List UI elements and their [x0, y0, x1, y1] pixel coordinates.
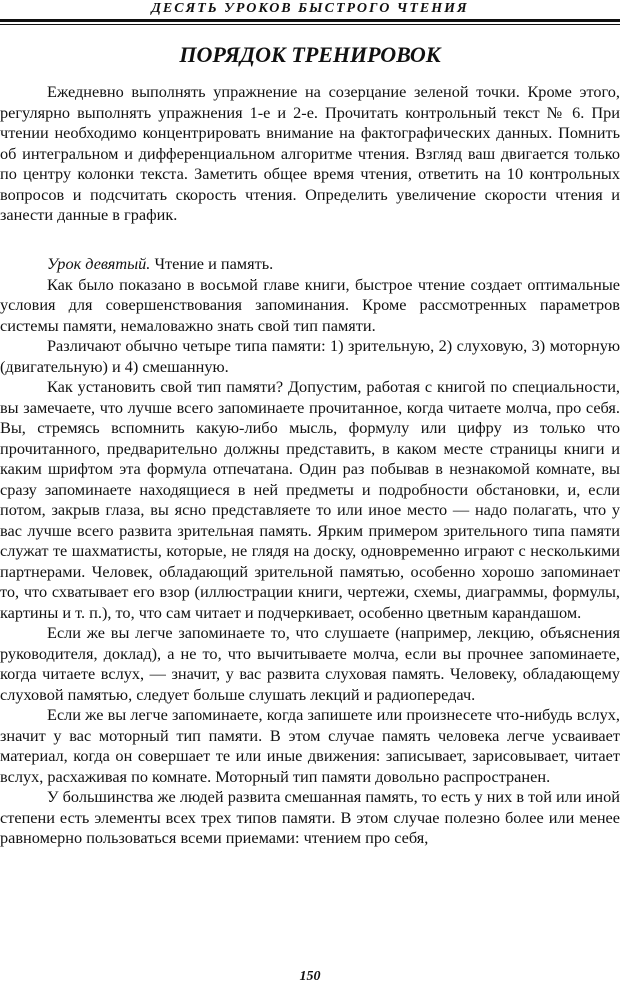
blank-line [0, 226, 620, 247]
header-rule-thin [0, 24, 620, 25]
header-rule-thick [0, 19, 620, 22]
lesson-label: Урок девятый. [47, 254, 151, 273]
page-body [0, 82, 620, 849]
paragraph-visual-memory: Как установить свой тип памяти? Допустим, работая с книгой по специальности, вы замечаете, что лучше всего запоминаете прочитанное, когда читаете молча, про себя. Вы, стремясь вспомнить какую-либо мысль, формулу или цифру из только что прочитанного, предварительно должны представить, в каком месте страницы книги и каким шрифтом эта формула отпечатана. Один раз побывав в незнакомой комнате, вы сразу запоминаете находящиеся в ней предметы и подробности обстановки, и, если потом, закрыв глаза, вы ясно представляете то или иное место — надо полагать, что у вас лучше всего развита зрительная память. Ярким примером зрительного типа памяти служат те шахматисты, которые, не глядя на доску, одновременно играют с несколькими партнерами. Человек, обладающий зрительной памятью, особенно хорошо запоминает то, что схватывает его взор (иллюстрации книги, чертежи, схемы, диаграммы, формулы, картины и т. п.), то, что сам читает и подчеркивает, особенно цветным карандашом. [0, 377, 620, 622]
running-head: ДЕСЯТЬ УРОКОВ БЫСТРОГО ЧТЕНИЯ [151, 1, 469, 16]
paragraph-motor-memory: Если же вы легче запоминаете, когда запишете или произнесете что-нибудь вслух, значит у вас моторный тип памяти. В этом случае память человека легче усваивает материал, когда он совершает те или иные движения: записывает, зарисовывает, читает вслух, расхаживая по комнате. Моторный тип памяти довольно распространен. [0, 705, 620, 786]
page-number: 150 [299, 969, 321, 984]
section-title: ПОРЯДОК ТРЕНИРОВОК [179, 42, 441, 67]
paragraph-memory-intro: Как было показано в восьмой главе книги, быстрое чтение создает оптимальные условия для совершенствования запоминания. Кроме рассмотренных параметров системы памяти, немаловажно знать свой тип памяти. [0, 274, 620, 335]
paragraph-auditory-memory: Если же вы легче запоминаете то, что слушаете (например, лекцию, объяснения руководителя, доклад), а не то, что вычитываете молча, если вы прочнее запоминаете, когда читаете вслух, — значит, у вас развита слуховая память. Человеку, обладающему слуховой памятью, следует больше слушать лекций и радиопередач. [0, 623, 620, 704]
paragraph-training-order: Ежедневно выполнять упражнение на созерцание зеленой точки. Кроме этого, регулярно выполнять упражнения 1-е и 2-е. Прочитать контрольный текст № 6. При чтении необходимо концентрировать внимание на фактографических данных. Помнить об интегральном и дифференциальном алгоритме чтения. Взгляд ваш двигается только по центру колонки текста. Заметить общее время чтения, ответить на 10 контрольных вопросов и подсчитать скорость чтения. Определить увеличение скорости чтения и занести данные в график. [0, 82, 620, 224]
lesson-heading [0, 254, 620, 275]
paragraph-memory-types: Различают обычно четыре типа памяти: 1) зрительную, 2) слуховую, 3) моторную (двигательную) и 4) смешанную. [0, 336, 620, 376]
paragraph-mixed-memory: У большинства же людей развита смешанная память, то есть у них в той или иной степени есть элементы всех трех типов памяти. В этом случае полезно более или менее равномерно пользоваться всеми приемами: чтением про себя, [0, 787, 620, 847]
lesson-topic: Чтение и память. [154, 254, 274, 273]
